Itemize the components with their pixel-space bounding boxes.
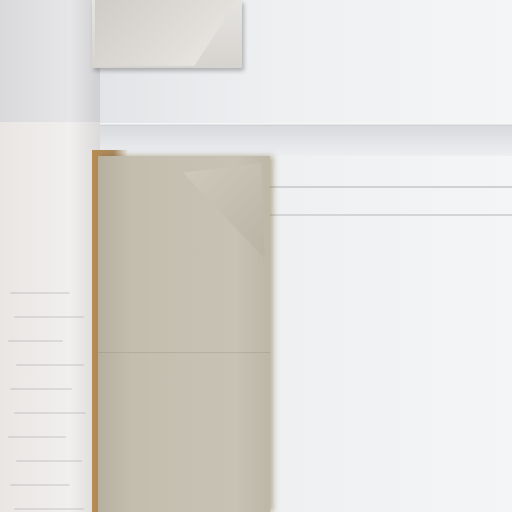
fold-shadow bbox=[88, 126, 512, 156]
envelope-crease bbox=[98, 352, 270, 353]
left-page-upper bbox=[0, 0, 100, 122]
paper-top-edge bbox=[88, 123, 512, 126]
faint-handwriting bbox=[4, 282, 94, 512]
left-page-lower bbox=[0, 122, 100, 512]
